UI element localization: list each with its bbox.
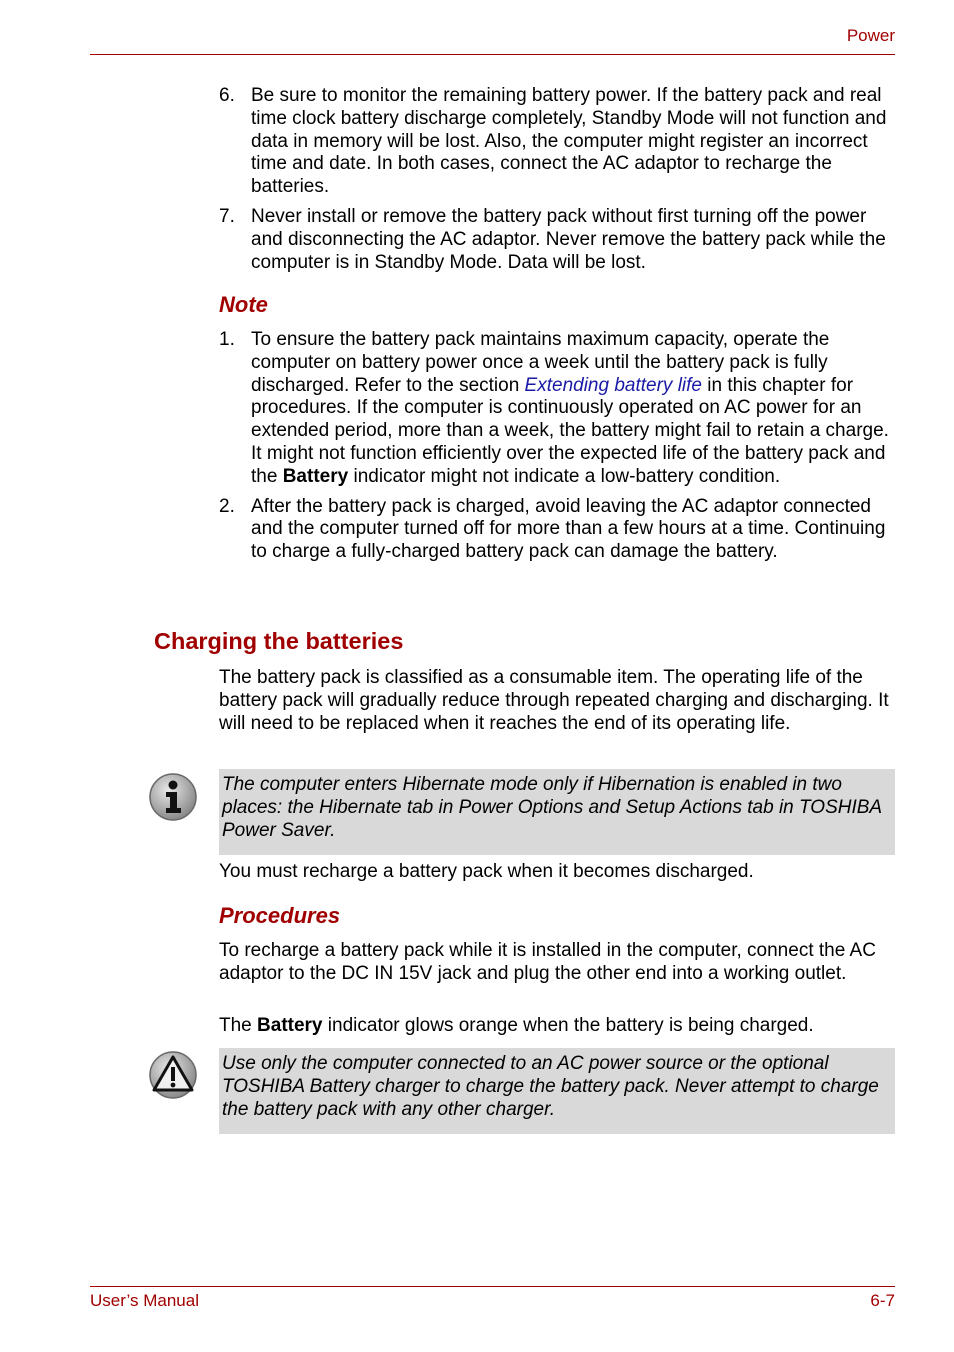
list-text: in this chapter for procedures. If the computer is continuously operated on AC power for an extended period, more than a week, the battery might fail to retain a charge. It might not function efficiently over the expected life of the battery pack and the: [251, 374, 889, 487]
paragraph-text: The: [219, 1015, 258, 1036]
paragraph-text: indicator glows orange when the battery is being charged.: [322, 1015, 814, 1036]
charging-intro: The battery pack is classified as a consumable item. The operating life of the battery pack will gradually reduce through repeated charging and discharging. It will need to be replaced when it reaches the end of its operating life.: [219, 667, 889, 734]
footer-rule: [90, 1286, 895, 1287]
battery-precautions-list: [219, 85, 895, 281]
footer-manual-title: User’s Manual: [90, 1291, 199, 1310]
info-icon: [148, 772, 198, 822]
note-list: [219, 329, 895, 571]
list-text: Be sure to monitor the remaining battery power. If the battery pack and real time clock battery discharge completely, Standby Mode will not function and data in memory will be lost. Also, the computer might register an incorrect time and date. In both cases, connect the AC adaptor to recharge the batteries.: [251, 85, 887, 198]
list-number: 1.: [219, 329, 235, 350]
list-number: 6.: [219, 85, 235, 106]
list-number: 2.: [219, 495, 235, 517]
info-note-box: The computer enters Hibernate mode only if Hibernation is enabled in two places: the Hibernate tab in Power Options and Setup Actions tab in TOSHIBA Power Saver.: [219, 769, 895, 855]
battery-indicator-term: Battery: [257, 1015, 323, 1036]
list-item: [219, 85, 895, 199]
list-item: [219, 496, 895, 564]
caution-note-box: Use only the computer connected to an AC power source or the optional TOSHIBA Battery charger to charge the battery pack. Never attempt to charge the battery pack with any other charger.: [219, 1048, 895, 1134]
extending-battery-life-link[interactable]: Extending battery life: [524, 374, 702, 396]
list-item: [219, 206, 895, 274]
list-text: To ensure the battery pack maintains maximum capacity, operate the computer on battery power once a week until the battery pack is fully discharged. Refer to the section: [251, 329, 830, 396]
list-text: After the battery pack is charged, avoid leaving the AC adaptor connected and the computer turned off for more than a few hours at a time. Continuing to charge a fully-charged battery pack can damage the battery.: [251, 495, 886, 563]
note-heading: Note: [219, 292, 268, 317]
list-number: 7.: [219, 205, 235, 227]
page-number: 6-7: [870, 1291, 895, 1310]
running-header: Power: [846, 26, 895, 45]
procedures-paragraph: To recharge a battery pack while it is installed in the computer, connect the AC adaptor to the DC IN 15V jack and plug the other end into a working outlet.: [219, 940, 876, 984]
battery-indicator-term: Battery: [282, 465, 349, 487]
battery-indicator-paragraph: [219, 1015, 895, 1038]
list-item: [219, 329, 895, 489]
list-text: indicator might not indicate a low-battery condition.: [348, 465, 781, 487]
recharge-text: You must recharge a battery pack when it becomes discharged.: [219, 861, 754, 882]
list-text: Never install or remove the battery pack without first turning off the power and disconnecting the AC adaptor. Never remove the battery pack while the computer is in Standby Mode. Data will be lost.: [251, 205, 886, 273]
caution-icon: [148, 1050, 198, 1100]
procedures-heading: Procedures: [219, 903, 341, 928]
section-heading: Charging the batteries: [154, 628, 404, 654]
header-rule: [90, 54, 895, 55]
